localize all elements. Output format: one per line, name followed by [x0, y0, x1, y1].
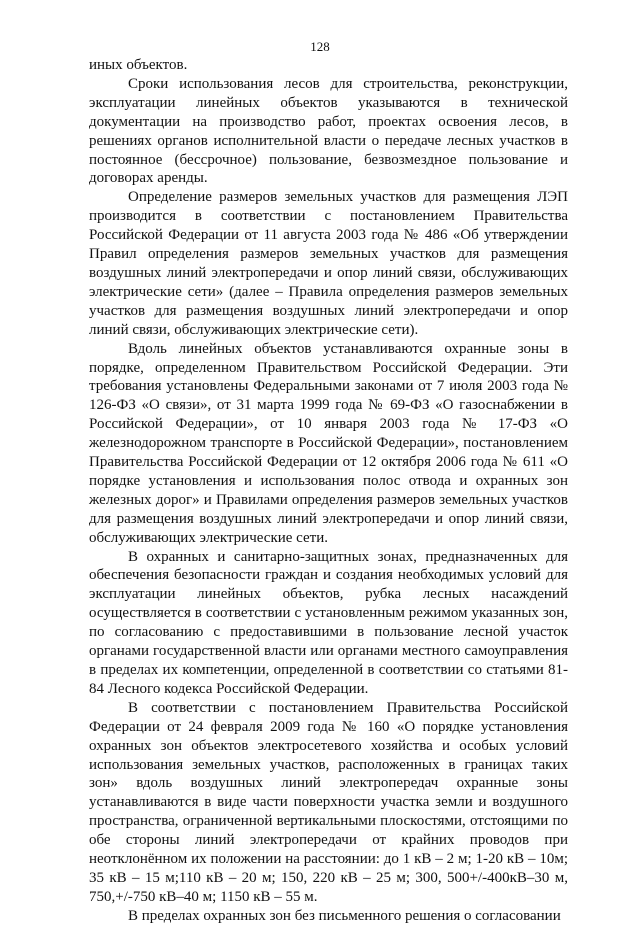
paragraph-sanitary-zones: В охранных и санитарно-защитных зонах, предназначенных для обеспечения безопасности граждан и создания необходимых условий для эксплуатации линейных объектов, рубка лесных насаждений осуществляется в соответствии с установленным режимом указанных зон, по согласованию с предоставившими в пользование лесной участок органами государственной власти или органами местного самоуправления в пределах их компетенции, определенной в соответствии со статьями 81-84 Лесного кодекса Российской Федерации. [89, 548, 568, 697]
paragraph-continuation: иных объектов. [89, 57, 188, 73]
paragraph-written-approval: В пределах охранных зон без письменного решения о согласовании [128, 907, 561, 924]
document-body [89, 56, 568, 926]
paragraph-protection-zones: Вдоль линейных объектов устанавливаются охранные зоны в порядке, определенном Правительством Российской Федерации. Эти требования установлены Федеральными законами от 7 июля 2003 года № 126-ФЗ «О связи», от 31 марта 1999 года № 69-ФЗ «О газоснабжении в Российской Федерации», от 10 января 2003 года № 17-ФЗ «О железнодорожном транспорте в Российской Федерации», постановлением Правительства Российской Федерации от 12 октября 2006 года № 611 «О порядке установления и использования полос отвода и охранных зон железных дорог» и Правилами определения размеров земельных участков для размещения воздушных линий электропередачи и опор линий связи, обслуживающих электрические сети. [89, 340, 568, 546]
paragraph-forest-use-terms: Сроки использования лесов для строительства, реконструкции, эксплуатации линейных объектов указываются в технической документации на производство работ, проектах освоения лесов, в решениях органов исполнительной власти о передаче лесных участков в постоянное (бессрочное) пользование, безвозмездное пользование и договорах аренды. [89, 75, 568, 187]
paragraph-land-plot-sizes: Определение размеров земельных участков для размещения ЛЭП производится в соответствии с постановлением Правительства Российской Федерации от 11 августа 2003 года № 486 «Об утверждении Правил определения размеров земельных участков для размещения воздушных линий электропередачи и опор линий связи, обслуживающих электрические сети» (далее – Правила определения размеров земельных участков для размещения воздушных линий электропередачи и опор линий связи, обслуживающих электрические сети). [89, 189, 568, 338]
page-number: 128 [310, 39, 330, 54]
paragraph-power-line-zones: В соответствии с постановлением Правительства Российской Федерации от 24 февраля 2009 года № 160 «О порядке установления охранных зон объектов электросетевого хозяйства и особых условий использования земельных участков, расположенных в границах таких зон» вдоль воздушных линий электропередач охранные зоны устанавливаются в виде части поверхности участка земли и воздушного пространства, ограниченной вертикальными плоскостями, отстоящими по обе стороны линий электропередачи от крайних проводов при неотклонённом их положении на расстоянии: до 1 кВ – 2 м; 1-20 кВ – 10м; 35 кВ – 15 м;110 кВ – 20 м; 150, 220 кВ – 25 м; 300, 500+/-400кВ–30 м, 750,+/-750 кВ–40 м; 1150 кВ – 55 м. [89, 699, 568, 905]
